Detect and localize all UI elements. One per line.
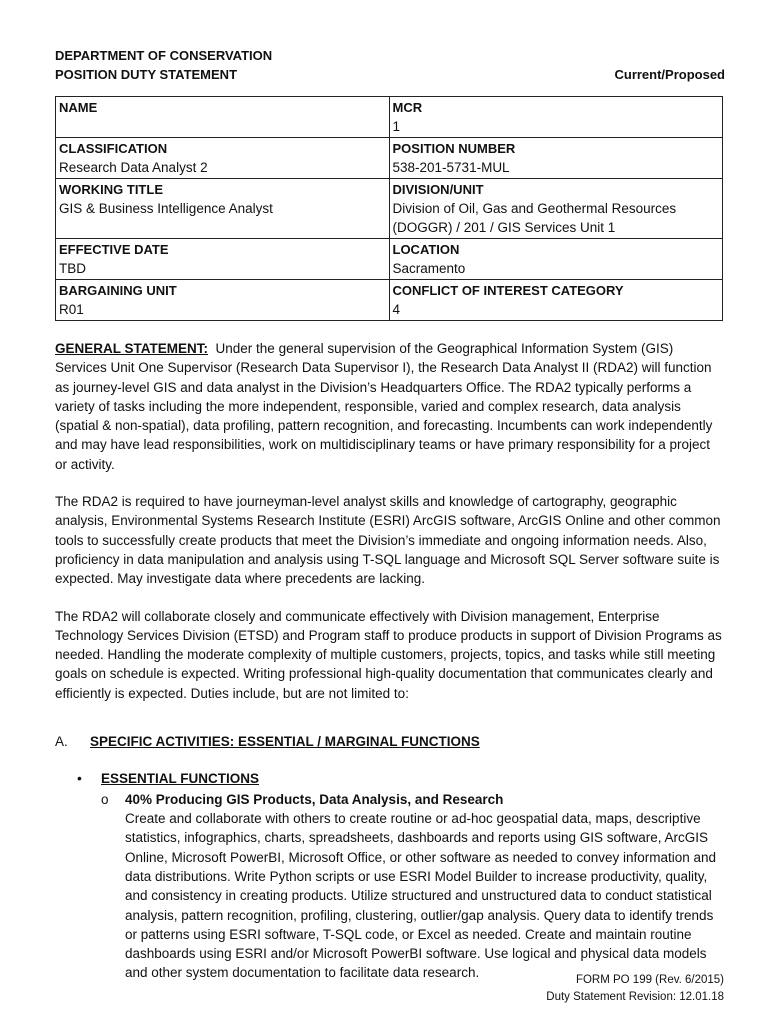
working-title-cell xyxy=(56,179,390,239)
essential-functions-bullet xyxy=(55,769,725,788)
effective-date-value: TBD xyxy=(59,261,86,276)
effective-date-label: EFFECTIVE DATE xyxy=(59,242,169,257)
location-cell xyxy=(389,239,723,280)
bargaining-unit-cell xyxy=(56,280,390,321)
header xyxy=(55,46,725,84)
revision-date: Duty Statement Revision: 12.01.18 xyxy=(546,991,724,1003)
conflict-category-cell xyxy=(389,280,723,321)
location-value: Sacramento xyxy=(392,261,466,276)
bullet-icon: • xyxy=(77,770,82,787)
classification-cell xyxy=(56,138,390,179)
status-label: Current/Proposed xyxy=(614,67,725,82)
location-label: LOCATION xyxy=(392,242,460,257)
essential-function-description: Create and collaborate with others to create routine or ad-hoc geospatial data, maps, descriptive statistics, infographics, charts, spreadsheets, dashboards and reports using GIS software, ArcGIS Online, Microsoft PowerBI, Microsoft Office, or other software as needed to convey information and data distributions. Write Python scripts or use ESRI Model Builder to increase productivity, quality, and consistency in creating products. Utilize structured and unstructured data to conduct statistical analysis, pattern recognition, profiling, clustering, outlier/gap analysis. Query data to identify trends or patterns using ESRI software, T-SQL code, or Excel as needed. Create and maintain routine dashboards using ESRI and/or Microsoft PowerBI software. Use logical and physical data models and other system documentation to facilitate data research. xyxy=(125,811,717,981)
working-title-value: GIS & Business Intelligence Analyst xyxy=(59,201,273,216)
mcr-value: 1 xyxy=(392,119,401,134)
document-page xyxy=(55,46,725,983)
mcr-label: MCR xyxy=(392,100,423,115)
form-number: FORM PO 199 (Rev. 6/2015) xyxy=(575,974,724,986)
division-label: DIVISION/UNIT xyxy=(392,182,484,197)
requirements-paragraph: The RDA2 is required to have journeyman-level analyst skills and knowledge of cartography, geographic analysis, Environmental Systems Research Institute (ESRI) ArcGIS software, ArcGIS Online and other common tools to successfully create products that meet the Division’s immediate and ongoing information needs. Also, proficiency in data manipulation and analysis using T-SQL language and Microsoft SQL Server software suite is expected. May investigate data where precedents are lacking. xyxy=(55,494,721,587)
essential-function-heading: 40% Producing GIS Products, Data Analysis, and Research xyxy=(125,792,504,808)
section-a-heading xyxy=(55,732,725,751)
essential-function-item xyxy=(55,790,725,983)
page-footer xyxy=(546,972,724,1006)
working-title-label: WORKING TITLE xyxy=(59,182,163,197)
name-value xyxy=(59,117,386,136)
essential-functions-label: ESSENTIAL FUNCTIONS xyxy=(101,771,260,787)
department-name: DEPARTMENT OF CONSERVATION xyxy=(55,48,273,63)
name-cell xyxy=(56,97,390,138)
conflict-category-label: CONFLICT OF INTEREST CATEGORY xyxy=(392,283,624,298)
collaboration-paragraph: The RDA2 will collaborate closely and communicate effectively with Division management, Enterprise Technology Services Division (ETSD) and Program staff to produce products in support of Division Programs as needed. Handling the moderate complexity of multiple customers, projects, topics, and tasks while still meeting goals on schedule is expected. Writing professional high-quality documentation that communicates clearly and efficiently is expected. Duties include, but are not limited to: xyxy=(55,608,722,701)
section-title: SPECIFIC ACTIVITIES: ESSENTIAL / MARGINAL FUNCTIONS xyxy=(90,734,480,750)
position-info-table xyxy=(55,96,723,321)
section-letter: A. xyxy=(55,734,68,750)
position-number-cell xyxy=(389,138,723,179)
general-statement-paragraph xyxy=(55,339,725,474)
classification-label: CLASSIFICATION xyxy=(59,141,168,156)
position-number-value: 538-201-5731-MUL xyxy=(392,160,510,175)
bargaining-unit-value: R01 xyxy=(59,302,84,317)
sub-bullet-icon: o xyxy=(101,792,109,808)
general-statement-label: GENERAL STATEMENT: xyxy=(55,341,209,356)
name-label: NAME xyxy=(59,100,98,115)
essential-function-content xyxy=(125,790,725,983)
conflict-category-value: 4 xyxy=(392,302,401,317)
division-value: Division of Oil, Gas and Geothermal Resources (DOGGR) / 201 / GIS Services Unit 1 xyxy=(392,201,677,235)
mcr-cell xyxy=(389,97,723,138)
effective-date-cell xyxy=(56,239,390,280)
bargaining-unit-label: BARGAINING UNIT xyxy=(59,283,177,298)
division-cell xyxy=(389,179,723,239)
classification-value: Research Data Analyst 2 xyxy=(59,160,208,175)
position-number-label: POSITION NUMBER xyxy=(392,141,516,156)
document-title: POSITION DUTY STATEMENT xyxy=(55,67,238,82)
general-statement-text: Under the general supervision of the Geographical Information System (GIS) Services Unit One Supervisor (Research Data Supervisor I), the Research Data Analyst II (RDA2) will function as journey-level GIS and data analyst in the Division’s Headquarters Office. The RDA2 typically performs a variety of tasks including the more independent, responsible, varied and complex research, data analysis (spatial & non-spatial), data profiling, pattern recognition, and forecasting. Incumbents can work independently and may have lead responsibilities, work on multidisciplinary teams or have primary responsibility for a project or activity. xyxy=(55,341,713,472)
